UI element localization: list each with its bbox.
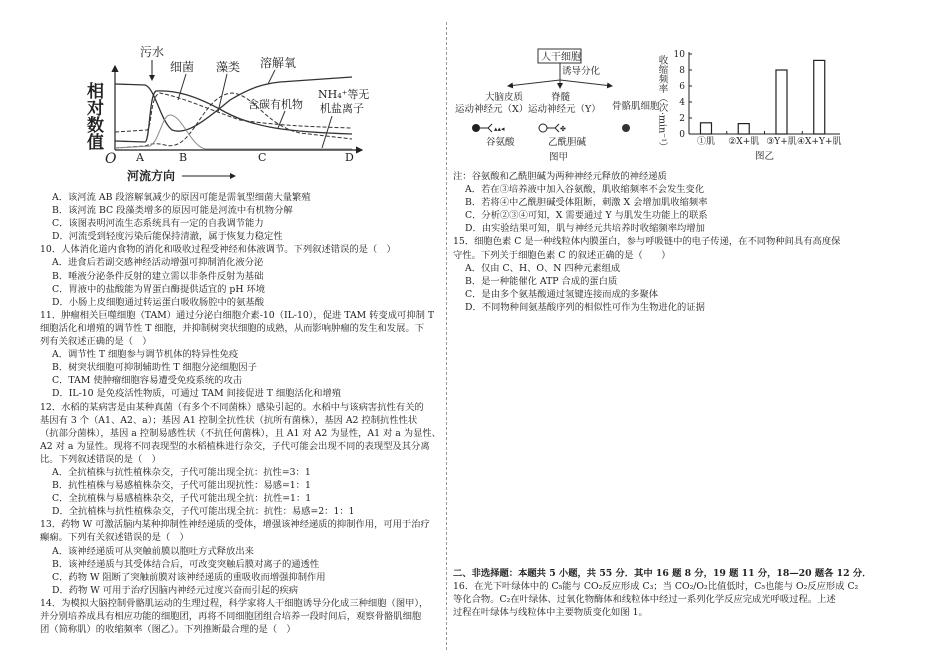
- oxygen-curve: [115, 77, 352, 131]
- organic-label: 含碳有机物: [248, 98, 303, 111]
- q11-stem-1: 11．肿瘤相关巨噬细胞（TAM）通过分泌白细胞介素-10（IL-10），促进 TAM 转变成可抑制 T: [40, 309, 435, 321]
- bar-y-tick-label: 8: [679, 66, 685, 76]
- stem-cell-label: 人干细胞: [541, 52, 581, 63]
- point-d: D: [345, 151, 354, 164]
- q11-option-d: D．IL-10 是免疫活性物质，可通过 TAM 间接促进 T 细胞活化和增殖: [52, 388, 342, 400]
- q11-option-b: B．树突状细胞可抑制辅助性 T 细胞分泌细胞因子: [52, 362, 257, 374]
- q15-option-d: D．不同物种间氨基酸序列的相似性可作为生物进化的证据: [465, 301, 705, 313]
- q12-option-b: B．抗性植株与易感植株杂交，子代可能出现抗性：易感=1：1: [52, 480, 311, 492]
- origin-label: O: [105, 151, 117, 167]
- q14-stem-2: 并分别培养成具有相应功能的细胞团，再将不同细胞团组合培养一段时间后，观察骨骼肌细胞: [40, 611, 422, 622]
- bar-y-tick-label: 0: [679, 130, 685, 140]
- left-column: [40, 191, 441, 636]
- section-two: [453, 567, 871, 619]
- synapse-x-icon: [480, 124, 492, 132]
- q11-stem-2: 细胞活化和增殖的调节性 T 细胞，并抑制树突状细胞的成熟，从而影响肿瘤的发生和发展。下: [40, 322, 424, 334]
- bacteria-pointer: [178, 74, 186, 100]
- bar-category-label: ③Y+肌: [766, 137, 797, 147]
- bar-category-label: ①肌: [696, 137, 715, 147]
- arrow-muscle: [560, 80, 612, 86]
- q13-option-c: C．药物 W 阻断了突触前膜对该神经递质的重吸收而增强抑制作用: [52, 571, 326, 583]
- acetylcholine-label: 乙酰胆碱: [548, 137, 587, 148]
- q15-stem-1: 15．细胞色素 C 是一种线粒体内膜蛋白，参与呼吸链中的电子传递，在不同物种间具有高度保: [453, 236, 841, 248]
- q10-option-d: D．小肠上皮细胞通过转运蛋白吸收肠腔中的氨基酸: [52, 296, 264, 308]
- q12-stem-3: （抗部分菌株），基因 a 控制易感性状（不抗任何菌株），且 A1 对 A2 为显性，A1 对 a 为显性、: [40, 427, 441, 439]
- q16-stem-2: 等化合物。C₂在叶绿体、过氧化物酶体和线粒体中经过一系列化学反应完成光呼吸过程。上述: [453, 594, 836, 606]
- q15-option-a: A．仅由 C、H、O、N 四种元素组成: [465, 262, 621, 274]
- synapse-y-icon: [547, 124, 559, 132]
- glutamate-label: 谷氨酸: [486, 137, 515, 148]
- q9-option-b: B．该河流 BC 段藻类增多的原因可能是河流中有机物分解: [52, 205, 293, 217]
- sewage-label: 污水: [140, 45, 165, 59]
- q11-option-c: C．TAM 使肿瘤细胞容易遭受免疫系统的攻击: [52, 375, 243, 387]
- q16-stem-1: 16．在光下叶绿体中的 C₅能与 CO₂反应形成 C₃；当 CO₂/O₂比值低时，C₅也能与 O₂反应形成 C₂: [453, 581, 859, 593]
- bar-y-tick-label: 2: [679, 114, 685, 124]
- right-column: [453, 170, 840, 314]
- q13-stem-2: 癫痫。下列有关叙述错误的是（ ）: [40, 532, 189, 544]
- bar-y-tick-label: 4: [679, 98, 685, 108]
- figure-yi-caption: 图乙: [755, 151, 775, 162]
- q10-option-c: C．胃液中的盐酸能为胃蛋白酶提供适宜的 pH 环境: [52, 283, 266, 295]
- q12-stem-1: 12．水稻的某病害是由某种真菌（有多个不同菌株）感染引起的。水稻中与该病害抗性有关的: [40, 401, 424, 413]
- glutamate-dots-icon: ▴▴◂: [494, 125, 505, 133]
- oxygen-pointer: [268, 70, 275, 84]
- q10-option-b: B．唾液分泌条件反射的建立需以非条件反射为基础: [52, 270, 264, 282]
- ions-label-2: 机盐离子: [320, 102, 364, 115]
- q9-option-d: D．河流受到轻度污染后能保持清澈，属于恢复力稳定性: [52, 231, 283, 243]
- q12-option-c: C．全抗植株与易感植株杂交，子代可能出现全抗：抗性=1：1: [52, 493, 312, 505]
- q11-option-a: A．调节性 T 细胞参与调节机体的特异性免疫: [52, 349, 239, 361]
- point-b: B: [179, 151, 188, 164]
- q12-stem-5: 比。下列叙述错误的是（ ）: [40, 453, 161, 465]
- q9-option-a: A．该河流 AB 段溶解氧减少的原因可能是需氧型细菌大量繁殖: [52, 192, 311, 203]
- q13-option-a: A．该神经递质可从突触前膜以胞吐方式释放出来: [52, 545, 254, 557]
- q13-option-b: B．该神经递质与其受体结合后，可改变突触后膜对离子的通透性: [52, 558, 320, 570]
- point-a: A: [136, 151, 144, 164]
- acetylcholine-dots-icon: ✤: [560, 125, 566, 133]
- q16-stem-3: 过程在叶绿体与线粒体中主要物质变化如图 1。: [453, 607, 648, 619]
- bar-category-label: ④X+Y+肌: [796, 137, 842, 147]
- q14-option-a: A．若在③培养液中加入谷氨酸，肌收缩频率不会发生变化: [465, 184, 705, 196]
- bar-y-tick-label: 10: [673, 50, 685, 60]
- q14-stem-1: 14．为模拟大脑控制骨骼肌运动的生理过程，科学家将人干细胞诱导分化成三种细胞（图甲），: [40, 597, 429, 609]
- q14-note: 注：谷氨酸和乙酰胆碱为两种神经元释放的神经递质: [453, 171, 667, 182]
- bar: [738, 124, 749, 134]
- induce-label: 诱导分化: [562, 66, 601, 77]
- neuron-y-icon: [539, 124, 547, 132]
- q15-stem-2: 守性。下列关于细胞色素 C 的叙述正确的是（ ）: [453, 249, 671, 261]
- q11-stem-3: 列有关叙述正确的是（ ）: [40, 336, 152, 348]
- q13-option-d: D．药物 W 可用于治疗因脑内神经元过度兴奋而引起的疾病: [52, 584, 299, 596]
- y-label-2: 运动神经元（Y）: [528, 104, 601, 115]
- bar-y-tick-label: 6: [679, 82, 685, 92]
- q15-option-c: C．是由多个氨基酸通过氢键连接而成的多聚体: [465, 288, 659, 300]
- bar: [700, 123, 711, 134]
- x-label-2: 运动神经元（X）: [455, 104, 529, 115]
- bar: [814, 60, 825, 134]
- muscle-label: 骨骼肌细胞: [612, 101, 660, 112]
- x-axis-label: 河流方向: [127, 169, 176, 183]
- q12-option-d: D．全抗植株与抗性植株杂交，子代可能出现全抗：抗性：易感=2：1：1: [52, 506, 355, 518]
- q14-option-c: C．分析②③④可知，X 需要通过 Y 与肌发生功能上的联系: [465, 210, 708, 222]
- bar: [776, 70, 787, 134]
- y-axis-label: 相对数值: [83, 82, 103, 150]
- bar-y-label: 收缩频率（次·min⁻¹）: [656, 55, 668, 152]
- q15-option-b: B．是一种能催化 ATP 合成的蛋白质: [465, 275, 618, 287]
- point-c: C: [258, 151, 267, 164]
- q12-option-a: A．全抗植株与抗性植株杂交，子代可能出现全抗：抗性=3：1: [52, 466, 311, 478]
- q14-option-d: D．由实验结果可知，肌与神经元共培养时收缩频率均增加: [465, 223, 705, 235]
- q9-option-c: C．该图表明河流生态系统具有一定的自我调节能力: [52, 218, 264, 230]
- q14-option-b: B．若将④中乙酰胆碱受体阻断，刺激 X 会增加肌收缩频率: [465, 197, 708, 209]
- x-label-1: 大脑皮质: [485, 92, 524, 103]
- bar-category-label: ②X+肌: [728, 137, 760, 147]
- bacteria-label: 细菌: [170, 60, 195, 74]
- section-two-heading: 二、非选择题：本题共 5 小题，共 55 分．其中 16 题 8 分，19 题 11 分，18—20 题各 12 分．: [453, 568, 872, 579]
- y-label-1: 脊髓: [551, 92, 571, 103]
- q14-stem-3: 团（简称肌）的收缩频率（图乙）。下列推断最合理的是（ ）: [40, 624, 296, 636]
- ions-label-1: NH₄⁺等无: [318, 88, 370, 101]
- oxygen-label: 溶解氧: [260, 56, 297, 70]
- q10-option-a: A．进食后若副交感神经活动增强可抑制消化液分泌: [52, 257, 264, 269]
- ions-pointer: [322, 116, 332, 148]
- q13-stem-1: 13．药物 W 可激活脑内某种抑制性神经递质的受体，增强该神经递质的抑制作用，可用于治疗: [40, 519, 430, 531]
- algae-label: 藻类: [216, 60, 241, 74]
- q12-stem-4: A2 对 a 为显性。现将不同表现型的水稻植株进行杂交，子代可能会出现不同的表现型及其分离: [40, 440, 430, 452]
- figure-jia-caption: 图甲: [549, 152, 569, 163]
- q12-stem-2: 基因有 3 个（A1、A2、a）；基因 A1 控制全抗性状（抗所有菌株），基因 A2 控制抗性性状: [40, 414, 418, 426]
- arrow-x: [508, 80, 560, 86]
- neuron-x-icon: [472, 124, 480, 132]
- q10-stem: 10．人体消化道内食物的消化和吸收过程受神经和体液调节。下列叙述错误的是（ ）: [40, 244, 396, 256]
- muscle-cell-icon: [622, 124, 630, 132]
- bar-chart: [674, 50, 842, 147]
